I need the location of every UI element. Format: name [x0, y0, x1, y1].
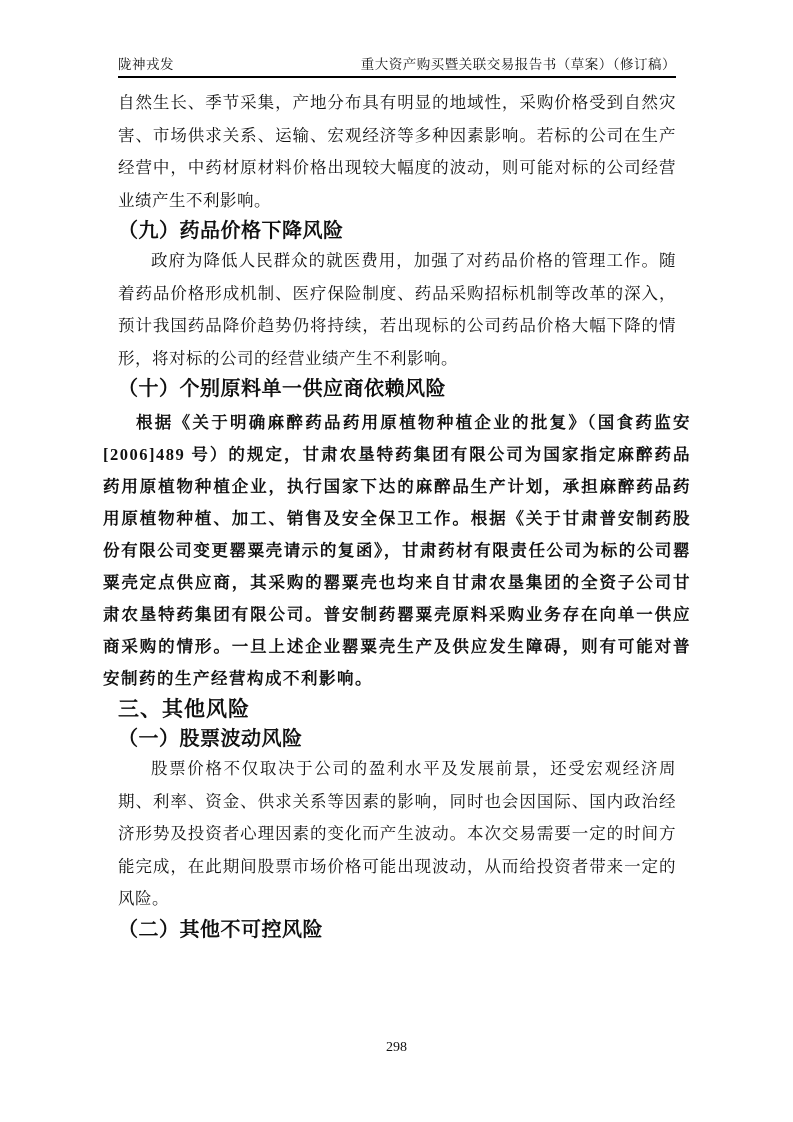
section-heading-drug-price-decline-risk: （九）药品价格下降风险 — [118, 220, 344, 242]
paragraph-stock-volatility-risk: 股票价格不仅取决于公司的盈利水平及发展前景，还受宏观经济周期、利率、资金、供求关系等因素的影响，同时也会因国际、国内政治经济形势及投资者心理因素的变化而产生波动。本次交易需要一定的时间方能完成，在此期间股票市场价格可能出现波动，从而给投资者带来一定的风险。 — [118, 759, 676, 908]
section-heading-other-uncontrollable-risk: （二）其他不可控风险 — [118, 918, 323, 941]
paragraph-single-supplier-risk: 根据《关于明确麻醉药品药用原植物种植企业的批复》（国食药监安[2006]489 号）的规定，甘肃农垦特药集团有限公司为国家指定麻醉药品药用原植物种植企业，执行国家下达的麻醉品生产计划，承担麻醉药品药用原植物种植、加工、销售及安全保卫工作。根据《关于甘肃普安制药股份有限公司变更罂粟壳请示的复函》，甘肃药材有限责任公司为标的公司罂粟壳定点供应商，其采购的罂粟壳也均来自甘肃农垦集团的全资子公司甘肃农垦特药集团有限公司。普安制药罂粟壳原料采购业务存在向单一供应商采购的情形。一旦上述企业罂粟壳生产及供应发生障碍，则有可能对普安制药的生产经营构成不利影响。 — [103, 413, 691, 688]
header-report-title: 重大资产购买暨关联交易报告书（草案）（修订稿） — [360, 57, 676, 72]
page-number: 298 — [386, 1040, 407, 1055]
chapter-heading-other-risks: 三、其他风险 — [118, 698, 250, 721]
running-header — [118, 53, 676, 78]
continuation-paragraph: 自然生长、季节采集，产地分布具有明显的地域性，采购价格受到自然灾害、市场供求关系、运输、宏观经济等多种因素影响。若标的公司在生产经营中，中药材原材料价格出现较大幅度的波动，则可能对标的公司经营业绩产生不利影响。 — [118, 93, 676, 210]
paragraph-drug-price-decline-risk: 政府为降低人民群众的就医费用，加强了对药品价格的管理工作。随着药品价格形成机制、医疗保险制度、药品采购招标机制等改革的深入，预计我国药品降价趋势仍将持续，若出现标的公司药品价格大幅下降的情形，将对标的公司的经营业绩产生不利影响。 — [118, 251, 676, 368]
section-heading-single-supplier-risk: （十）个别原料单一供应商依赖风险 — [118, 378, 446, 400]
section-heading-stock-volatility-risk: （一）股票波动风险 — [118, 728, 303, 750]
header-company-short-name: 陇神戎发 — [118, 57, 174, 72]
page-body — [103, 80, 691, 944]
